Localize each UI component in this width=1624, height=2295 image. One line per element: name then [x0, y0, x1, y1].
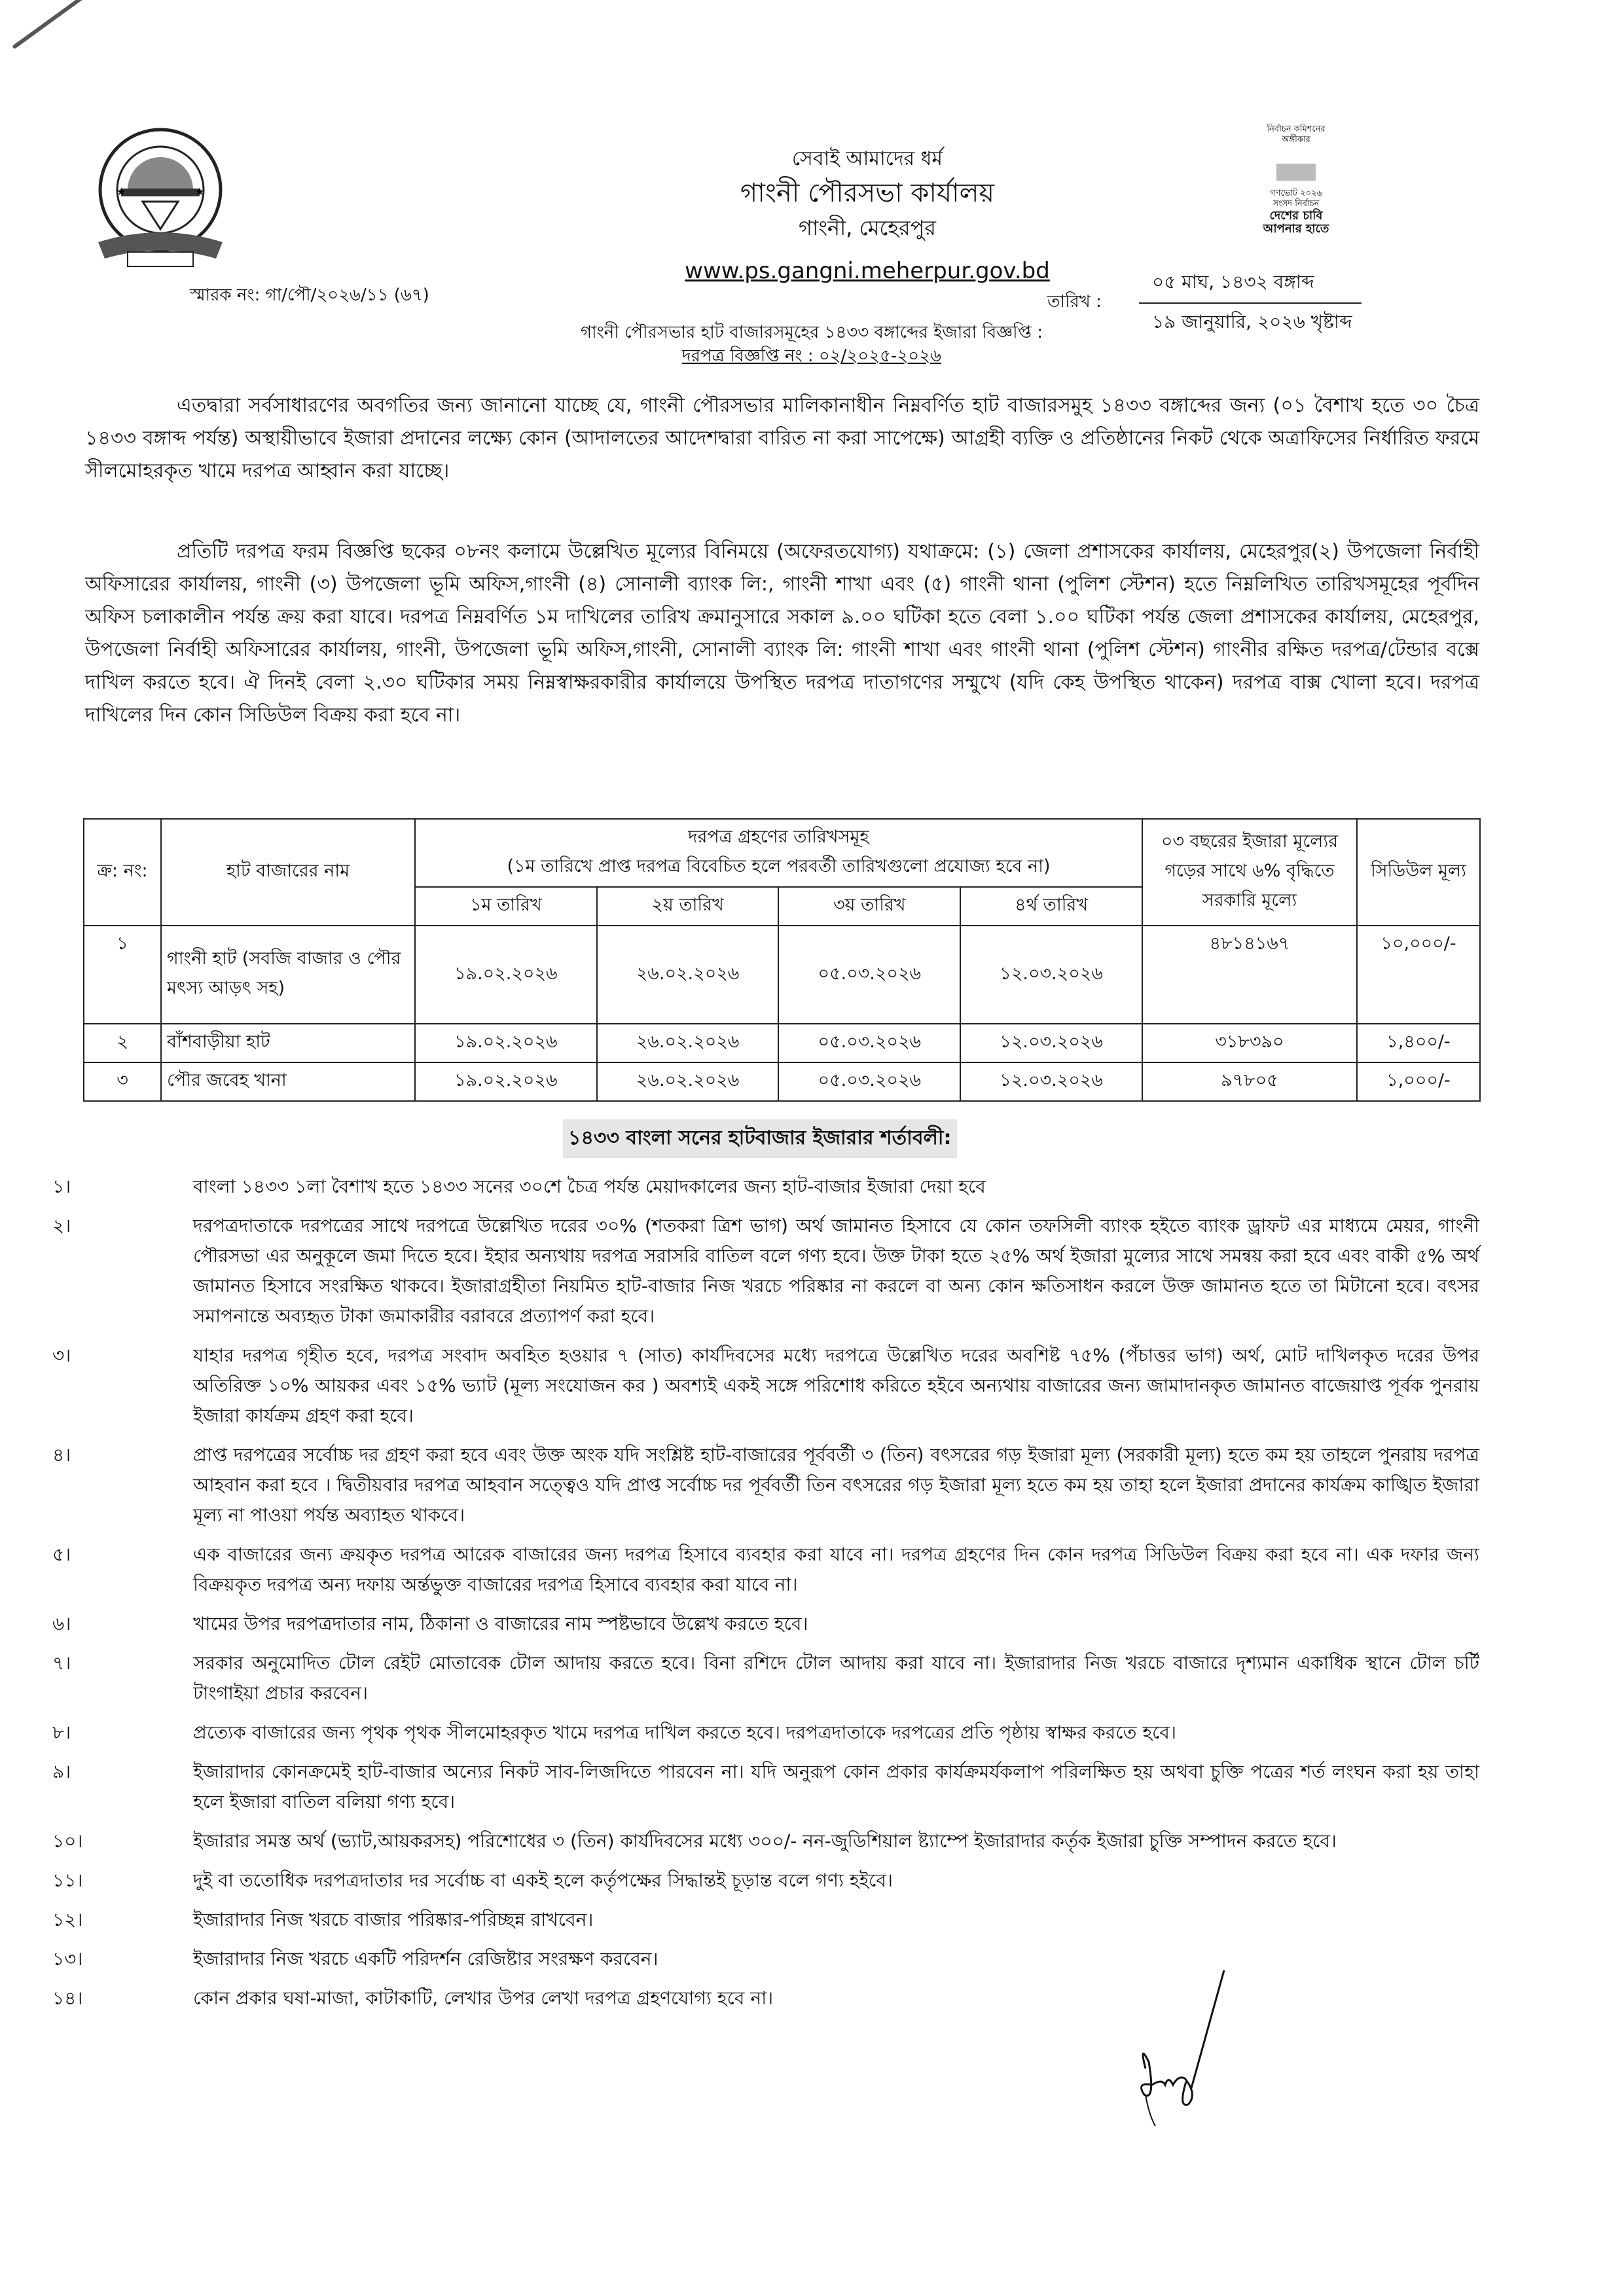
- condition-text: ইজারাদার কোনক্রমেই হাট-বাজার অন্যের নিকট সাব-লিজদিতে পারবেন না। যদি অনুরূপ কোন প্রকার কার্যক্রমর্যকলাপ পরিলক্ষিত হয় অথবা চুক্তি পত্রের শর্ত লংঘন করা হয় তাহা হলে ইজারা বাতিল বলিয়া গণ্য হবে।: [193, 1761, 1479, 1813]
- market-table: [83, 818, 1481, 1102]
- condition-text: খামের উপর দরপত্রদাতার নাম, ঠিকানা ও বাজারের নাম স্পষ্টভাবে উল্লেখ করতে হবে।: [193, 1613, 808, 1635]
- election-stamp: [1231, 124, 1362, 236]
- condition-number: ৭।: [52, 1652, 71, 1674]
- condition-item: [52, 1718, 1479, 1748]
- condition-item: [52, 1905, 1479, 1935]
- condition-text: ইজারার সমস্ত অর্থ (ভ্যাট,আয়করসহ) পরিশোধের ৩ (তিন) কার্যদিবসের মধ্যে ৩০০/- নন-জুডিশিয়াল ষ্ট্যাম্পে ইজারাদার কর্তৃক ইজারা চুক্তি সম্পাদন করতে হবে।: [193, 1830, 1337, 1852]
- condition-number: ২।: [52, 1215, 71, 1237]
- stamp-line: আপনার হাতে: [1263, 222, 1329, 236]
- condition-number: ৮।: [52, 1722, 71, 1743]
- table-row: [84, 1024, 1480, 1062]
- condition-text: ইজারাদার নিজ খরচে একটি পরিদর্শন রেজিষ্টার সংরক্ষণ করবেন।: [193, 1948, 659, 1970]
- memo-number: স্মারক নং: গা/পৌ/২০২৬/১১ (৬৭): [190, 285, 429, 305]
- motto: সেবাই আমাদের ধর্ম: [791, 147, 943, 170]
- condition-item: [52, 1757, 1479, 1817]
- tender-notice-number: দরপত্র বিজ্ঞপ্তি নং : ০২/২০২৫-২০২৬: [682, 346, 941, 366]
- table-row: [84, 926, 1480, 1024]
- condition-text: ইজারাদার নিজ খরচে বাজার পরিষ্কার-পরিচ্ছন্ন রাখবেন।: [193, 1909, 594, 1930]
- cell-date: ১৯.০২.২০২৬: [415, 1062, 597, 1101]
- cell-serial: ১: [84, 926, 161, 1024]
- condition-item: [52, 1172, 1479, 1202]
- signature: [1126, 1964, 1244, 2127]
- condition-item: [52, 1211, 1479, 1331]
- condition-item: [52, 1944, 1479, 1974]
- condition-text: কোন প্রকার ঘষা-মাজা, কাটাকাটি, লেখার উপর লেখা দরপত্র গ্রহণযোগ্য হবে না।: [193, 1987, 774, 2009]
- condition-item: [52, 1983, 1479, 2014]
- condition-item: [52, 1609, 1479, 1639]
- dates-group-note: (১ম তারিখে প্রাপ্ত দরপত্র বিবেচিত হলে পরবর্তী তারিখগুলো প্রযোজ্য হবে না): [507, 856, 1051, 876]
- intro-paragraph: [85, 389, 1479, 488]
- condition-number: ১২।: [52, 1909, 83, 1930]
- paragraph-text: প্রতিটি দরপত্র ফরম বিজ্ঞপ্তি ছকের ০৮নং কলামে উল্লেখিত মূল্যের বিনিময়ে (অফেরতযোগ্য) যথাক্রমে: (১) জেলা প্রশাসকের কার্যালয়, মেহেরপুর(২) উপজেলা নির্বাহী অফিসারের কার্যালয়, গাংনী (৩) উপজেলা ভূমি অফিস,গাংনী (৪) সোনালী ব্যাংক লি:, গাংনী শাখা এবং (৫) গাংনী থানা (পুলিশ স্টেশন) হতে নিম্নলিখিত তারিখসমূহের পূর্বদিন অফিস চলাকালীন পর্যন্ত ক্রয় করা যাবে। দরপত্র নিম্নবর্ণিত ১ম দাখিলের তারিখ ক্রমানুসারে সকাল ৯.০০ ঘটিকা হতে বেলা ১.০০ ঘটিকা পর্যন্ত জেলা প্রশাসকের কার্যালয়, মেহেরপুর, উপজেলা নির্বাহী অফিসারের কার্যালয়, গাংনী, উপজেলা ভূমি অফিস,গাংনী, সোনালী ব্যাংক লি: গাংনী শাখা এবং গাংনী থানা (পুলিশ স্টেশন) গাংনীর রক্ষিত দরপত্র/টেন্ডার বক্সে দাখিল করতে হবে। ঐ দিনই বেলা ২.৩০ ঘটিকার সময় নিম্নস্বাক্ষরকারীর কার্যালয়ে উপস্থিত দরপত্র দাতাগণের সম্মুখে (যদি কেহ উপস্থিত থাকেন) দরপত্র বাক্স খোলা হবে। দরপত্র দাখিলের দিন কোন সিডিউল বিক্রয় করা হবে না।: [85, 540, 1479, 727]
- cell-gov-price: ৪৮১৪১৬৭: [1142, 926, 1357, 1024]
- title-line: গাংনী পৌরসভার হাট বাজারসমূহের ১৪৩৩ বঙ্গাব্দের ইজারা বিজ্ঞপ্তি :: [580, 323, 1043, 342]
- dates-group-title: দরপত্র গ্রহণের তারিখসমূহ: [688, 827, 869, 847]
- condition-text: দরপত্রদাতাকে দরপত্রের সাথে দরপত্রে উল্লেখিত দরের ৩০% (শতকরা ত্রিশ ভাগ) অর্থ জামানত হিসাবে যে কোন তফসিলী ব্যাংক হইতে ব্যাংক ড্রাফট এর মাধ্যমে মেয়র, গাংনী পৌরসভা এর অনুকূলে জমা দিতে হবে। ইহার অন্যথায় দরপত্র সরাসরি বাতিল বলে গণ্য হবে। উক্ত টাকা হতে ২৫% অর্থ ইজারা মুল্যের সাথে সমন্বয় করা হবে এবং বাকী ৫% অর্থ জামানত হিসাবে সংরক্ষিত থাকবে। ইজারাগ্রহীতা নিয়মিত হাট-বাজার নিজ খরচে পরিষ্কার না করলে বা অন্য কোন ক্ষতিসাধন করলে উক্ত জামানত হতে তা মিটানো হবে। বৎসর সমাপনান্তে অব্যহৃত টাকা জমাকারীর বরাবরে প্রত্যাপর্ণ করা হবে।: [193, 1215, 1479, 1327]
- cell-date: ১২.০৩.২০২৬: [960, 1024, 1142, 1062]
- cell-date: ১২.০৩.২০২৬: [960, 926, 1142, 1024]
- cell-date: ১২.০৩.২০২৬: [960, 1062, 1142, 1101]
- condition-number: ১০।: [52, 1830, 83, 1852]
- conditions-list: [52, 1172, 1479, 2023]
- condition-text: দুই বা ততোধিক দরপত্রদাতার দর সর্বোচ্চ বা একই হলে কর্তৃপক্ষের সিদ্ধান্তই চূড়ান্ত বলে গণ্য হইবে।: [193, 1870, 893, 1891]
- cell-date: ১৯.০২.২০২৬: [415, 1024, 597, 1062]
- stamp-line: গণভোট ২০২৬: [1269, 189, 1323, 198]
- col-dates-group: [415, 819, 1142, 887]
- condition-number: ১৩।: [52, 1948, 83, 1970]
- col-date4: ৪র্থ তারিখ: [960, 887, 1142, 926]
- condition-item: [52, 1540, 1479, 1600]
- condition-text: যাহার দরপত্র গৃহীত হবে, দরপত্র সংবাদ অবহিত হওয়ার ৭ (সাত) কার্যদিবসের মধ্যে দরপত্রে উল্লেখিত দরের অবশিষ্ট ৭৫% (পঁচাত্তর ভাগ) অর্থ, মোট দাখিলকৃত দরের উপর অতিরিক্ত ১০% আয়কর এবং ১৫% ভ্যাট (মূল্য সংযোজন কর ) অবশ্যই একই সঙ্গে পরিশোধ করিতে হইবে অন্যথায় বাজারের জন্য জামাদানকৃত জামানত বাজেয়াপ্ত পূর্বক পুনরায় ইজারা কার্যক্রম গ্রহণ করা হবে।: [193, 1345, 1479, 1426]
- col-date1: ১ম তারিখ: [415, 887, 597, 926]
- conditions-title: ১৪৩৩ বাংলা সনের হাটবাজার ইজারার শর্তাবলী:: [563, 1119, 957, 1158]
- cell-gov-price: ৯৭৮০৫: [1142, 1062, 1357, 1101]
- cell-date: ২৬.০২.২০২৬: [597, 1062, 779, 1101]
- staple-mark: [12, 0, 125, 49]
- col-serial: ক্র: নং:: [84, 819, 161, 926]
- col-schedule-price: সিডিউল মূল্য: [1357, 819, 1480, 926]
- table-header-row: [84, 819, 1480, 887]
- condition-text: বাংলা ১৪৩৩ ১লা বৈশাখ হতে ১৪৩৩ সনের ৩০শে চৈত্র পর্যন্ত মেয়াদকালের জন্য হাট-বাজার ইজারা দেয়া হবে: [193, 1176, 986, 1197]
- col-gov-price: ০৩ বছরের ইজারা মূল্যের গড়ের সাথে ৬% বৃদ্ধিতে সরকারি মূল্যে: [1142, 819, 1357, 926]
- paragraph-text: এতদ্বারা সর্বসাধারণের অবগতির জন্য জানানো যাচ্ছে যে, গাংনী পৌরসভার মালিকানাধীন নিম্নবর্ণিত হাট বাজারসমুহ ১৪৩৩ বঙ্গাব্দের জন্য (০১ বৈশাখ হতে ৩০ চৈত্র ১৪৩৩ বঙ্গাব্দ পর্যন্ত) অস্থায়ীভাবে ইজারা প্রদানের লক্ষ্যে কোন (আদালতের আদেশদ্বারা বারিত না করা সাপেক্ষে) আগ্রহী ব্যক্তি ও প্রতিষ্ঠানের নিকট থেকে অত্রাফিসের নির্ধারিত ফরমে সীলমোহরকৃত খামে দরপত্র আহ্বান করা যাচ্ছে।: [85, 394, 1479, 482]
- condition-number: ৯।: [52, 1761, 71, 1782]
- condition-number: ৪।: [52, 1444, 71, 1466]
- condition-number: ৫।: [52, 1544, 71, 1565]
- cell-name: পৌর জবেহ খানা: [161, 1062, 415, 1101]
- condition-item: [52, 1341, 1479, 1431]
- condition-item: [52, 1826, 1479, 1856]
- website-link[interactable]: www.ps.gangni.meherpur.gov.bd: [685, 258, 1050, 284]
- org-address: গাংনী, মেহেরপুর: [799, 215, 936, 240]
- svg-text:★: ★: [195, 185, 205, 198]
- stamp-line: সংসদ নির্বাচন: [1272, 199, 1320, 209]
- condition-number: ৩।: [52, 1345, 71, 1366]
- condition-item: [52, 1440, 1479, 1530]
- condition-number: ৬।: [52, 1613, 71, 1635]
- cell-schedule-price: ১,৪০০/-: [1357, 1024, 1480, 1062]
- stamp-line: দেশের চাবি: [1269, 209, 1323, 223]
- cell-date: ২৬.০২.২০২৬: [597, 1024, 779, 1062]
- col-date3: ৩য় তারিখ: [778, 887, 960, 926]
- notice-title: [196, 321, 1427, 368]
- cell-gov-price: ৩১৮৩৯০: [1142, 1024, 1357, 1062]
- cell-serial: ৩: [84, 1062, 161, 1101]
- cell-schedule-price: ১,০০০/-: [1357, 1062, 1480, 1101]
- date-bangla: ০৫ মাঘ, ১৪৩২ বঙ্গাব্দ: [1139, 265, 1362, 304]
- condition-text: এক বাজারের জন্য ক্রয়কৃত দরপত্র আরেক বাজারের জন্য দরপত্র হিসাবে ব্যবহার করা যাবে না। দরপত্র গ্রহণের দিন কোন দরপত্র সিডিউল বিক্রয় করা হবে না। এক দফার জন্য বিক্রয়কৃত দরপত্র অন্য দফায় অর্ন্তভুক্ত বাজারের দরপত্র হিসাবে ব্যবহার করা যাবে না।: [193, 1544, 1479, 1595]
- cell-name: গাংনী হাট (সবজি বাজার ও পৌর মৎস্য আড়ৎ সহ): [161, 926, 415, 1024]
- col-date2: ২য় তারিখ: [597, 887, 779, 926]
- cell-serial: ২: [84, 1024, 161, 1062]
- stamp-line: নির্বাচন কমিশনের: [1267, 124, 1326, 134]
- municipality-logo: [92, 124, 229, 275]
- condition-item: [52, 1648, 1479, 1708]
- condition-number: ১।: [52, 1176, 71, 1197]
- date-gregorian: ১৯ জানুয়ারি, ২০২৬ খৃষ্টাব্দ: [1152, 311, 1352, 333]
- condition-number: ১৪।: [52, 1987, 83, 2009]
- condition-text: প্রাপ্ত দরপত্রের সর্বোচ্চ দর গ্রহণ করা হবে এবং উক্ত অংক যদি সংশ্লিষ্ট হাট-বাজারের পূর্ববর্তী ৩ (তিন) বৎসরের গড় ইজারা মূল্য (সরকারী মূল্য) হতে কম হয় তাহলে পুনরায় দরপত্র আহবান করা হবে । দ্বিতীয়বার দরপত্র আহবান সত্ত্বেও যদি প্রাপ্ত সর্বোচ্চ দর পূর্ববর্তী তিন বৎসরের গড় ইজারা মূল্য হতে কম হয় তাহা হলে ইজারা প্রদানের কার্যক্রম কাঙ্খিত ইজারা মূল্য না পাওয়া পর্যন্ত অব্যাহত থাকবে।: [193, 1444, 1479, 1526]
- table-row: [84, 1062, 1480, 1101]
- cell-date: ২৬.০২.২০২৬: [597, 926, 779, 1024]
- stamp-image: [1276, 164, 1316, 181]
- condition-text: সরকার অনুমোদিত টোল রেইট মোতাবেক টোল আদায় করতে হবে। বিনা রশিদে টোল আদায় করা যাবে না। ইজারাদার নিজ খরচে বাজারে দৃশ্যমান একাধিক স্থানে টোল চর্টি টাংগাইয়া প্রচার করবেন।: [193, 1652, 1479, 1704]
- svg-text:★: ★: [117, 185, 126, 198]
- cell-name: বাঁশবাড়ীয়া হাট: [161, 1024, 415, 1062]
- col-name: হাট বাজারের নাম: [161, 819, 415, 926]
- purchase-paragraph: [85, 535, 1479, 732]
- cell-date: ১৯.০২.২০২৬: [415, 926, 597, 1024]
- date-label: তারিখ :: [1047, 292, 1102, 312]
- cell-date: ০৫.০৩.২০২৬: [778, 1062, 960, 1101]
- org-name: গাংনী পৌরসভা কার্যালয়: [740, 178, 995, 208]
- cell-date: ০৫.০৩.২০২৬: [778, 1024, 960, 1062]
- stamp-line: অঙ্গীকার: [1282, 135, 1310, 145]
- cell-date: ০৫.০৩.২০২৬: [778, 926, 960, 1024]
- condition-text: প্রত্যেক বাজারের জন্য পৃথক পৃথক সীলমোহরকৃত খামে দরপত্র দাখিল করতে হবে। দরপত্রদাতাকে দরপত্রের প্রতি পৃষ্ঠায় স্বাক্ষর করতে হবে।: [193, 1722, 1177, 1743]
- condition-number: ১১।: [52, 1870, 83, 1891]
- cell-schedule-price: ১০,০০০/-: [1357, 926, 1480, 1024]
- condition-item: [52, 1866, 1479, 1896]
